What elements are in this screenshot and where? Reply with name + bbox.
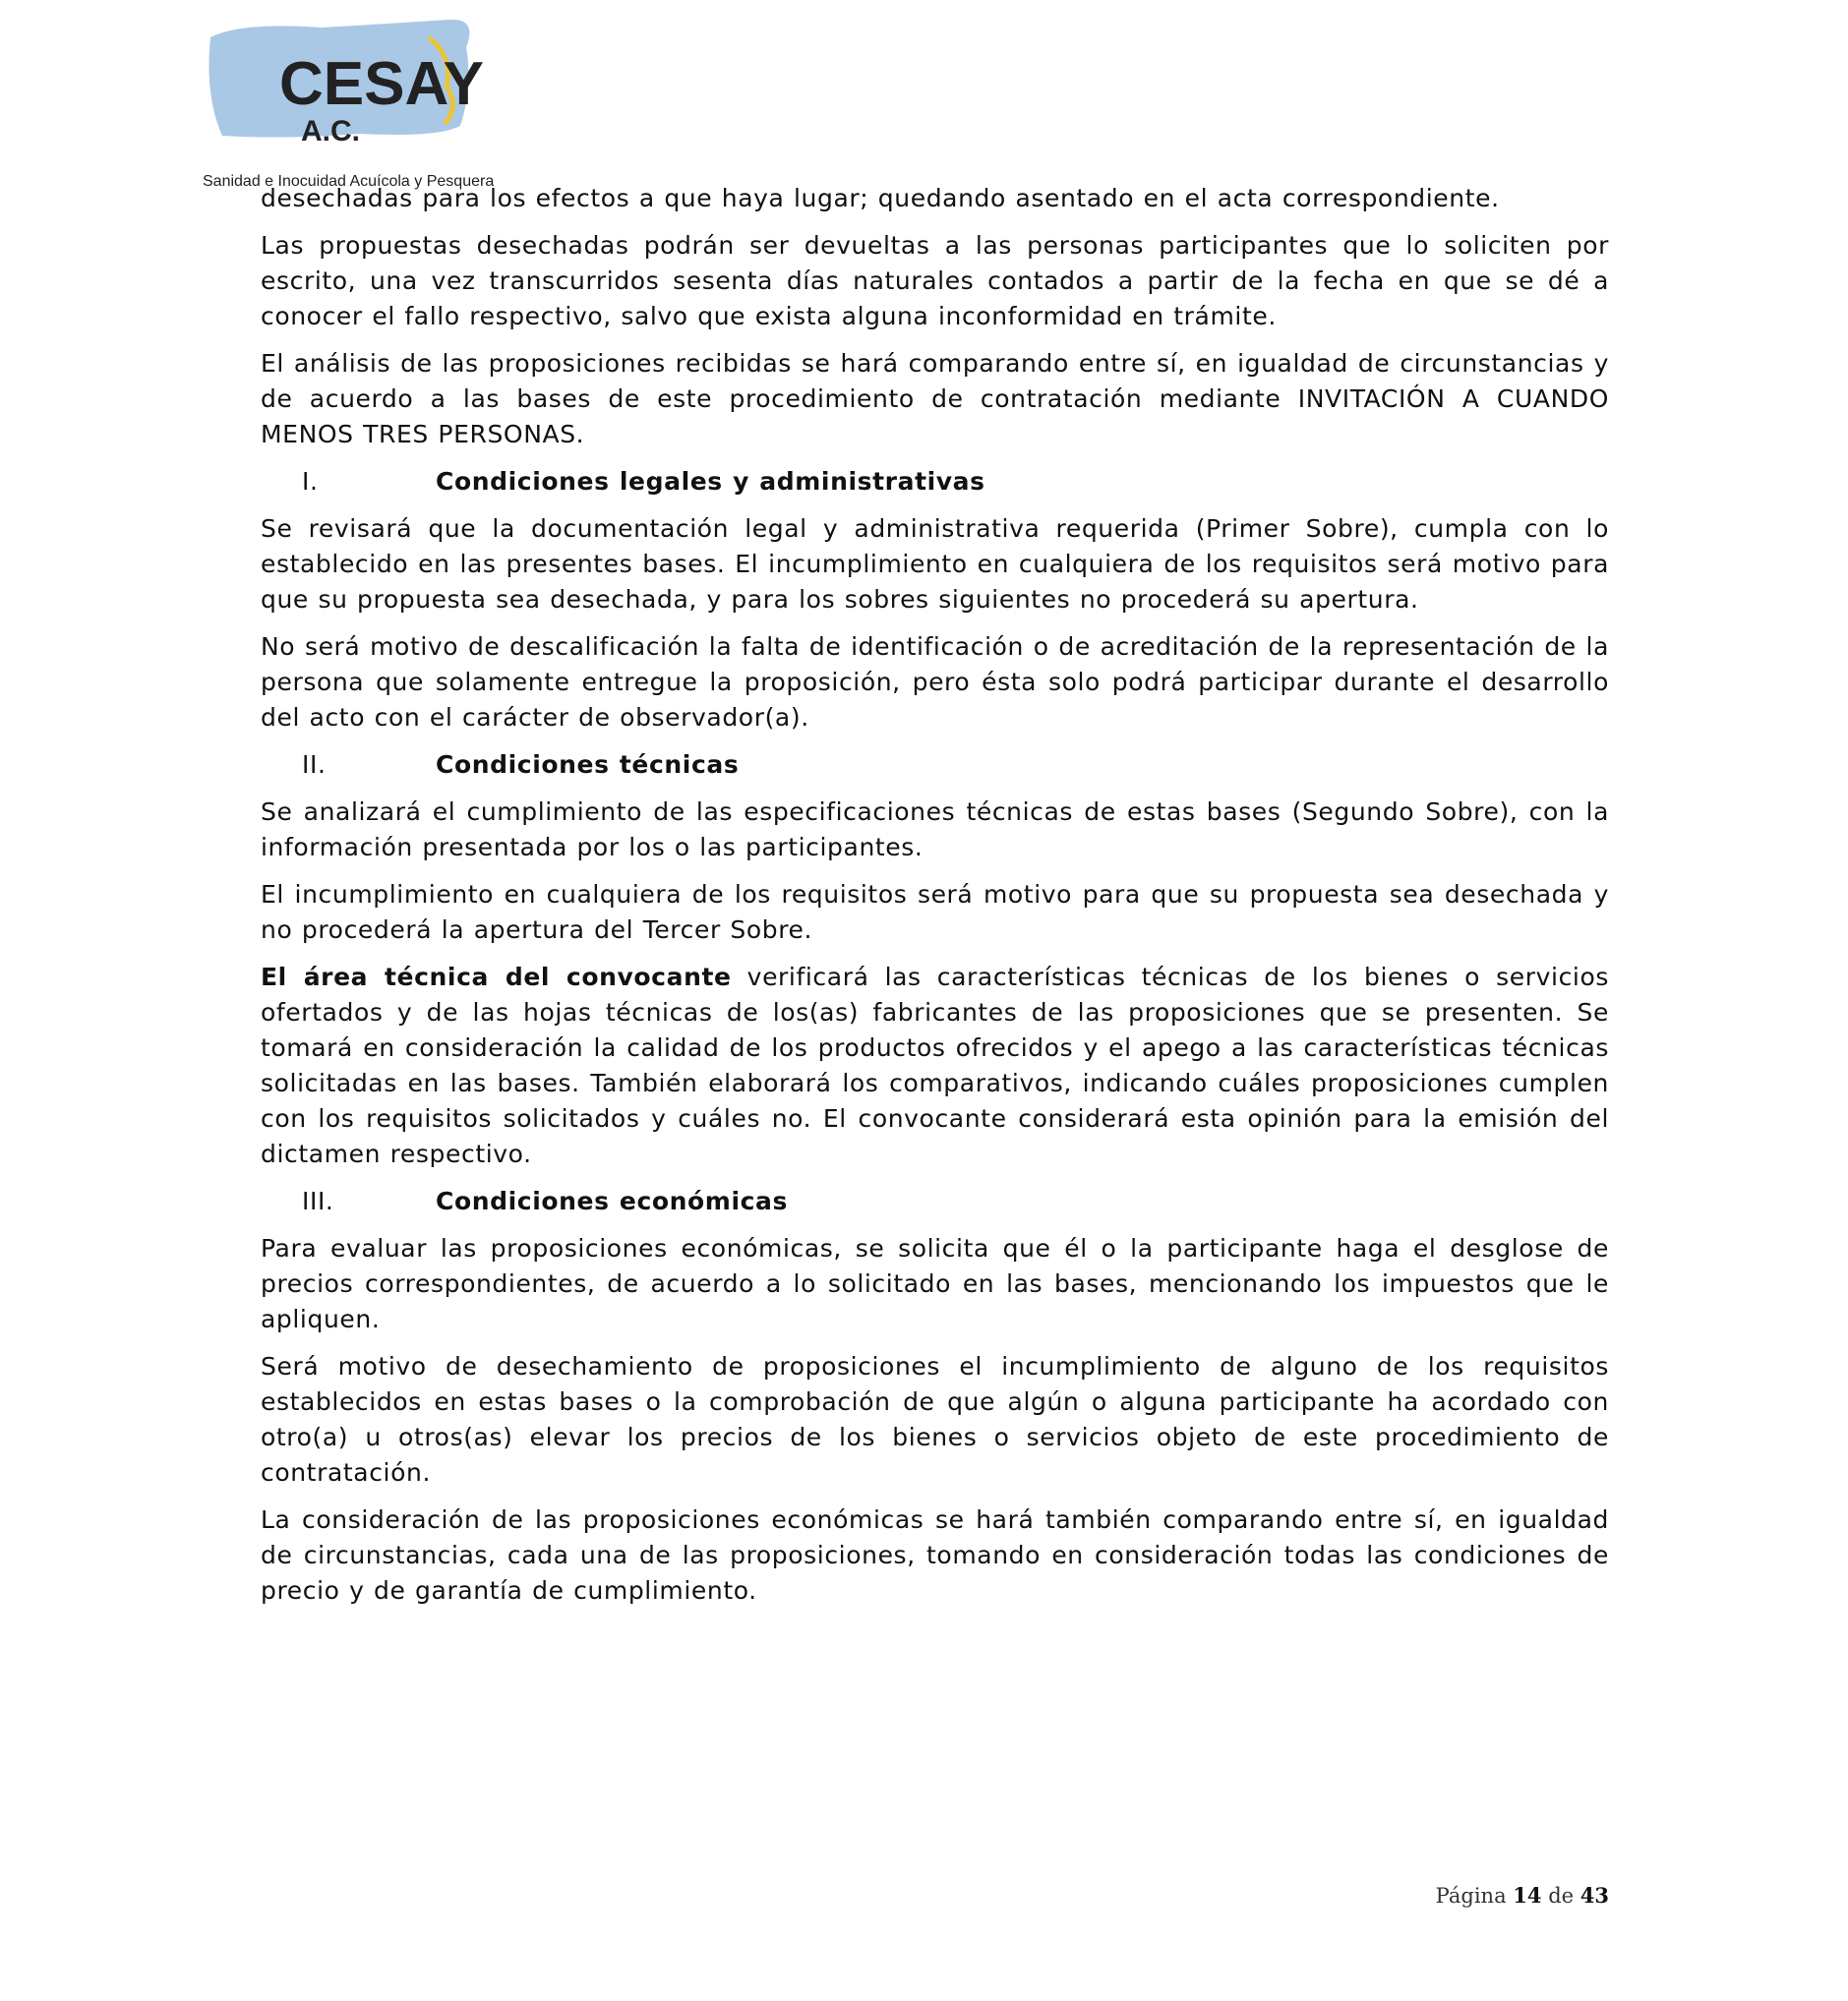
bold-lead: El área técnica del convocante <box>261 963 732 991</box>
page-footer <box>1436 1883 1609 1908</box>
of-label: de <box>1548 1884 1575 1908</box>
paragraph-rest: verificará las características técnicas de los bienes o servicios ofertados y de las hojas técnicas de los(as) fabricantes de las proposiciones que se presenten. Se tomará en consideración la calidad de los productos ofrecidos y el apego a las características técnicas solicitadas en las bases. También elaborará los comparativos, indicando cuáles proposiciones cumplen con los requisitos solicitados y cuáles no. El convocante considerará esta opinión para la emisión del dictamen respectivo. <box>261 963 1609 1168</box>
paragraph: Las propuestas desechadas podrán ser devueltas a las personas participantes que lo soliciten por escrito, una vez transcurridos sesenta días naturales contados a partir de la fecha en que se dé a conocer el fallo respectivo, salvo que exista alguna inconformidad en trámite. <box>261 231 1609 330</box>
paragraph: Será motivo de desechamiento de proposiciones el incumplimiento de alguno de los requisitos establecidos en estas bases o la comprobación de que algún o alguna participante ha acordado con otro(a) u otros(as) elevar los precios de los bienes o servicios objeto de este procedimiento de contratación. <box>261 1352 1609 1487</box>
logo-text: CESAY <box>279 50 484 118</box>
paragraph: Se analizará el cumplimiento de las especificaciones técnicas de estas bases (Segundo Sobre), con la información presentada por los o las participantes. <box>261 797 1609 861</box>
page-label: Página <box>1435 1884 1507 1908</box>
section-number: I. <box>302 467 319 496</box>
cesay-logo-graphic <box>203 18 557 175</box>
document-body <box>261 181 1609 1620</box>
total-pages: 43 <box>1580 1883 1609 1908</box>
section-number: II. <box>302 750 327 779</box>
paragraph: No será motivo de descalificación la falta de identificación o de acreditación de la representación de la persona que solamente entregue la proposición, pero ésta solo podrá participar durante el desarrollo del acto con el carácter de observador(a). <box>261 632 1609 732</box>
section-title: Condiciones económicas <box>436 1187 788 1215</box>
paragraph: El análisis de las proposiciones recibidas se hará comparando entre sí, en igualdad de circunstancias y de acuerdo a las bases de este procedimiento de contratación mediante INVITACIÓN A CUANDO MENOS TRES PERSONAS. <box>261 349 1609 448</box>
section-heading-technical <box>261 747 1609 783</box>
section-number: III. <box>302 1187 334 1215</box>
paragraph: La consideración de las proposiciones económicas se hará también comparando entre sí, en igualdad de circunstancias, cada una de las proposiciones, tomando en consideración todas las condiciones de precio y de garantía de cumplimiento. <box>261 1505 1609 1605</box>
paragraph: El incumplimiento en cualquiera de los requisitos será motivo para que su propuesta sea desechada y no procederá la apertura del Tercer Sobre. <box>261 880 1609 944</box>
section-title: Condiciones técnicas <box>436 750 740 779</box>
paragraph <box>261 960 1609 1172</box>
paragraph: desechadas para los efectos a que haya lugar; quedando asentado en el acta correspondiente. <box>261 184 1500 212</box>
page-number: 14 <box>1513 1883 1542 1908</box>
logo-suffix: A.C. <box>301 115 360 147</box>
section-heading-economic <box>261 1184 1609 1219</box>
paragraph: Para evaluar las proposiciones económicas, se solicita que él o la participante haga el desglose de precios correspondientes, de acuerdo a lo solicitado en las bases, mencionando los impuestos que le apliquen. <box>261 1234 1609 1333</box>
logo-subtitle: Sanidad e Inocuidad Acuícola y Pesquera <box>203 173 495 190</box>
section-title: Condiciones legales y administrativas <box>436 467 985 496</box>
cesay-logo <box>203 18 557 190</box>
paragraph: Se revisará que la documentación legal y administrativa requerida (Primer Sobre), cumpla con lo establecido en las presentes bases. El incumplimiento en cualquiera de los requisitos será motivo para que su propuesta sea desechada, y para los sobres siguientes no procederá su apertura. <box>261 514 1609 614</box>
section-heading-legal <box>261 464 1609 500</box>
